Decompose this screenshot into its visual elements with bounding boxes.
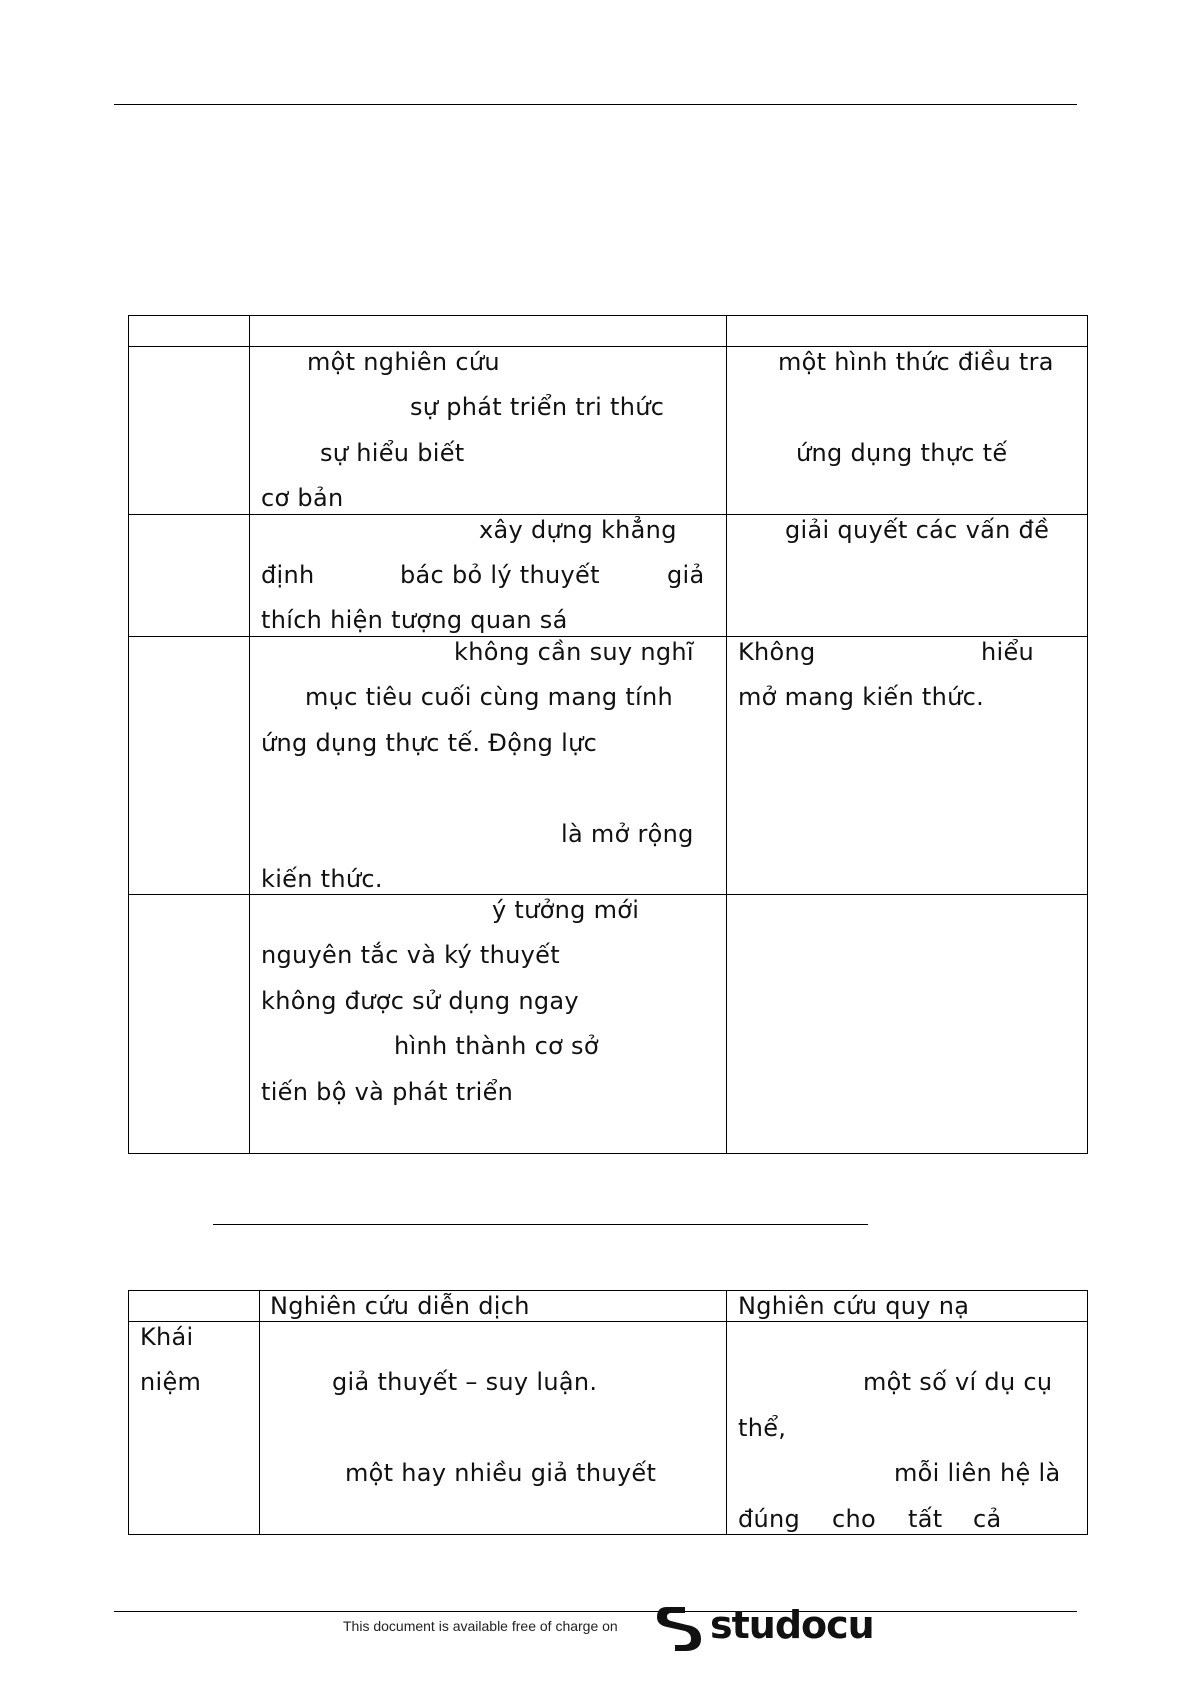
table1-r1-c2-line4: cơ bản [261, 484, 344, 512]
table2-c3-line4c: tất [908, 1505, 943, 1533]
table1-row-divider [129, 894, 1087, 895]
table2-col-divider-2 [726, 1291, 727, 1534]
table1-r4-c2-line5: tiến bộ và phát triển [261, 1078, 514, 1106]
table1-r4-c2-line4: hình thành cơ sở [394, 1032, 599, 1060]
table2-header-inductive: Nghiên cứu quy nạ [738, 1292, 970, 1320]
studocu-logo-link[interactable] [655, 1603, 874, 1655]
table2-row-label-line1: Khái [140, 1323, 194, 1351]
table1-row-divider [129, 514, 1087, 515]
table1-r1-c3-line1: một hình thức điều tra [778, 348, 1054, 376]
table1-r1-c2-line2: sự phát triển tri thức [410, 393, 665, 421]
table2-c3-line4a: đúng [738, 1505, 801, 1533]
table1-r3-c2-line2: mục tiêu cuối cùng mang tính [305, 683, 674, 711]
table1-col-divider-2 [726, 316, 727, 1153]
table2-header-deductive: Nghiên cứu diễn dịch [270, 1292, 530, 1320]
table2-c2-line2: một hay nhiều giả thuyết [345, 1459, 657, 1487]
table1-r4-c2-line3: không được sử dụng ngay [261, 987, 579, 1015]
table1-r2-c2-line1: xây dựng khẳng [479, 516, 677, 544]
table1-row-divider [129, 346, 1087, 347]
footer-rule [114, 1611, 1077, 1612]
table1-r2-c2-line2b: bác bỏ lý thuyết [400, 561, 600, 589]
table2-c2-line1: giả thuyết – suy luận. [332, 1368, 598, 1396]
table1-r3-c2-line5: kiến thức. [261, 865, 383, 893]
comparison-table-2 [128, 1290, 1088, 1535]
table1-r3-c3-line2: mở mang kiến thức. [738, 683, 985, 711]
table2-col-divider-1 [259, 1291, 260, 1534]
table2-c3-line4b: cho [832, 1505, 876, 1533]
table1-r1-c3-line2: ứng dụng thực tế [796, 439, 1008, 467]
table1-col-divider-1 [249, 316, 250, 1153]
table1-r3-c2-line4: là mở rộng [561, 820, 694, 848]
table2-row-label-line2: niệm [140, 1368, 202, 1396]
table1-r2-c2-line3: thích hiện tượng quan sá [261, 606, 568, 634]
table2-c3-line1: một số ví dụ cụ [863, 1368, 1053, 1396]
table1-r3-c3-line1a: Không [738, 638, 816, 666]
table2-header-divider [129, 1321, 1087, 1322]
table1-r4-c2-line2: nguyên tắc và ký thuyết [261, 941, 560, 969]
table1-r2-c3-line1: giải quyết các vấn đề [785, 516, 1050, 544]
studocu-logo-icon [655, 1603, 703, 1655]
table2-c3-line3: mỗi liên hệ là [894, 1459, 1061, 1487]
table1-r4-c2-line1: ý tưởng mới [492, 896, 640, 924]
table1-r2-c2-line2a: định [261, 561, 315, 589]
table1-r1-c2-line3: sự hiểu biết [320, 439, 465, 467]
table1-r3-c2-line3: ứng dụng thực tế. Động lực [261, 729, 598, 757]
footer-notice: This document is available free of charge on [343, 1618, 618, 1634]
header-rule [114, 104, 1077, 105]
table1-r2-c2-line2c: giả [667, 561, 705, 589]
table2-c3-line4d: cả [973, 1505, 1002, 1533]
section-rule [213, 1224, 868, 1225]
table1-r1-c2-line1: một nghiên cứu [307, 348, 500, 376]
table1-r3-c2-line1: không cần suy nghĩ [454, 638, 694, 666]
table1-r3-c3-line1b: hiểu [981, 638, 1035, 666]
table1-row-divider [129, 636, 1087, 637]
studocu-wordmark: studocu [710, 1603, 874, 1647]
table2-c3-line2: thể, [738, 1414, 787, 1442]
